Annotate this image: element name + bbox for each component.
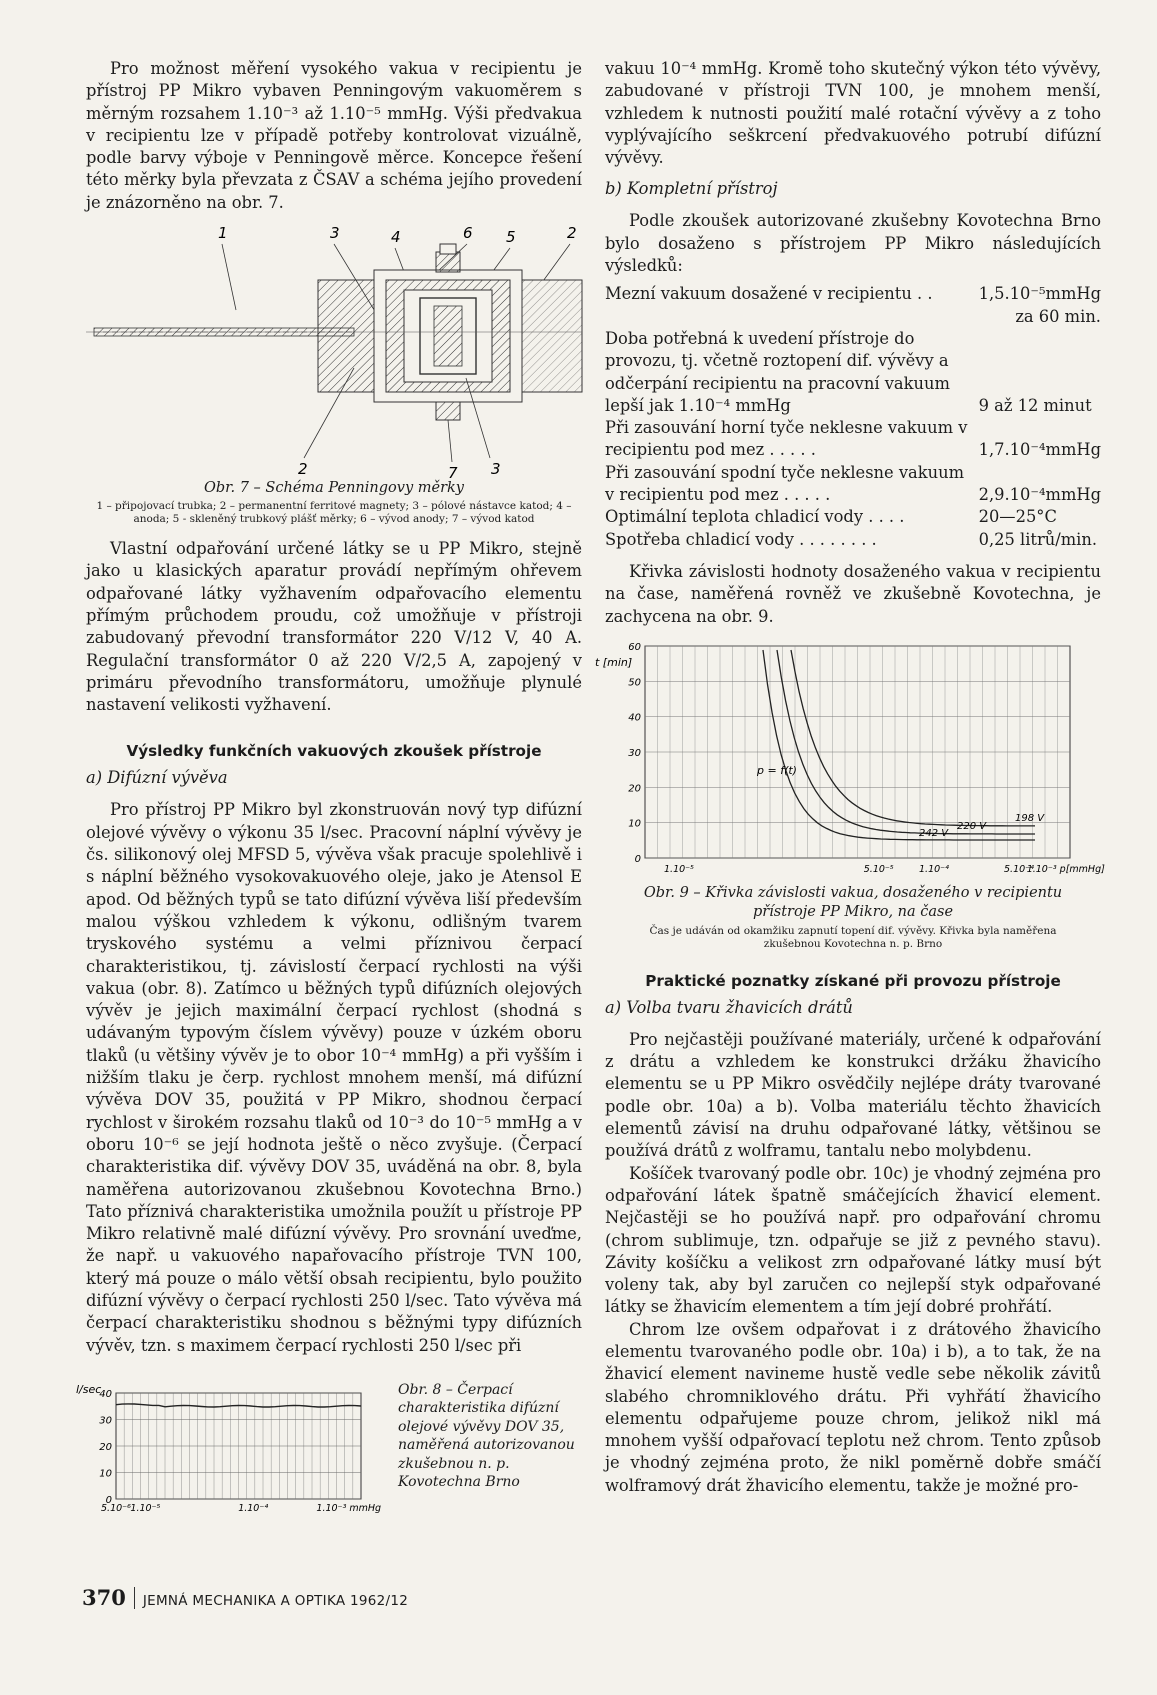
result-value: 2,9.10⁻⁴mmHg bbox=[978, 485, 1101, 505]
page-footer bbox=[82, 1585, 408, 1610]
label-3: 3 bbox=[330, 224, 340, 243]
result-row bbox=[605, 283, 1101, 328]
result-row bbox=[605, 506, 1101, 528]
result-row bbox=[605, 462, 1101, 507]
y-tick-label: 30 bbox=[628, 747, 641, 759]
paragraph: Vlastní odpařování určené látky se u PP Mikro, stejně jako u klasických aparatur provádí nepřímým ohřevem odpařované látky vyžhavením odpařovacího elementu přímým průchodem proudu, což umožňuje v přístroji zabudovaný převodní transformátor 220 V/12 V, 40 A. Regulační transformátor 0 až 220 V/2,5 A, zapojený v primáru převodního transformátoru, umožňuje plynulé nastavení velikosti vyžhavení. bbox=[86, 539, 582, 715]
x-tick-label: 5.10⁻⁵ bbox=[863, 863, 894, 875]
subsection-heading: b) Kompletní přístroj bbox=[605, 179, 778, 199]
result-value: 9 až 12 minut bbox=[978, 395, 1092, 415]
vacuum-curve bbox=[777, 650, 1035, 834]
y-tick-label: 20 bbox=[99, 1441, 112, 1453]
figure-8 bbox=[76, 1377, 582, 1527]
label-bottom-3: 3 bbox=[491, 460, 501, 479]
figure-8-caption: Obr. 8 – Čerpací charakteristika difúzní olejové vývěvy DOV 35, naměřená autorizovanou zkušebnou n. p. Kovotechna Brno bbox=[398, 1381, 575, 1491]
result-value: 1,7.10⁻⁴mmHg bbox=[978, 440, 1101, 460]
y-tick-label: 10 bbox=[628, 818, 641, 830]
x-tick-label: 5.10⁻⁶ bbox=[101, 1502, 131, 1514]
paragraph: Pro přístroj PP Mikro byl zkonstruován nový typ difúzní olejové vývěvy o výkonu 35 l/sec. Pracovní náplní vývěvy je čs. silikonový olej MFSD 5, vývěva však pracuje spolehlivě i s náplní běžného vysokovakuového oleje, jako je Atensol E apod. Od běžných typů se tato difúzní vývěva liší především malou výškou vzhledem k výkonu, odlišným tvarem tryskového systému a velmi příznivou čerpací charakteristikou, tj. závislostí čerpací rychlosti na výši vakua (obr. 8). Zatímco u běžných typů difúzních olejových vývěv je jejich maximální čerpací rychlost (shodná s udávaným typovým číslem vývěvy) pouze v úzkém oboru tlaků (u většiny vývěv je to obor 10⁻⁴ mmHg) a při vyšším i nižším tlaku je čerp. rychlost mnohem menší, má difúzní vývěva DOV 35, použitá v PP Mikro, shodnou čerpací rychlost v širokém rozsahu tlaků od 10⁻³ do 10⁻⁵ mmHg a v oboru 10⁻⁶ se její hodnota ještě o něco zvyšuje. (Čerpací charakteristika dif. vývěvy DOV 35, uváděná na obr. 8, byla naměřena autorizovanou zkušebnou Kovotechna Brno.) Tato příznivá charakteristika umožnila použít u přístroje PP Mikro relativně malé difúzní vývěvy. Pro srovnání uveďme, že např. u vakuového napařovacího přístroje TVN 100, který má pouze o málo větší obsah recipientu, bylo použito difúzní vývěvy o čerpací rychlosti 250 l/sec. Tato vývěva má čerpací charakteristiku shodnou s běžnými typy difúzních vývěv, tzn. s maximem čerpací rychlosti 250 l/sec při bbox=[86, 800, 582, 1355]
paragraph: Podle zkoušek autorizované zkušebny Kovotechna Brno bylo dosaženo s přístrojem PP Mikro následujících výsledků: bbox=[605, 211, 1101, 276]
results-table bbox=[605, 283, 1101, 551]
result-value: 0,25 litrů/min. bbox=[978, 529, 1098, 549]
paragraph: Košíček tvarovaný podle obr. 10c) je vhodný zejména pro odpařování látek špatně smáčejících žhavicí element. Nejčastěji se ho používá např. pro odpařování chromu (chrom sublimuje, tzn. odpařuje se již z pevného stavu). Závity košíčku a velikost zrn odpařované látky musí být voleny tak, aby byl zaručen co nejlepší styk odpařované látky se žhavicím elementem a tím její dobré prohřátí. bbox=[605, 1163, 1101, 1317]
y-tick-label: 50 bbox=[628, 677, 641, 689]
left-column bbox=[76, 58, 582, 1527]
figure-7-caption: Obr. 7 – Schéma Penningovy měrky bbox=[204, 480, 464, 497]
result-label: Mezní vakuum dosažené v recipientu . . bbox=[605, 284, 933, 304]
result-value: 1,5.10⁻⁵mmHg za 60 min. bbox=[978, 284, 1101, 326]
curve-function-label: p = f(t) bbox=[757, 763, 797, 777]
figure-7 bbox=[86, 214, 582, 526]
label-2: 2 bbox=[567, 224, 577, 243]
y-tick-label: 0 bbox=[105, 1494, 112, 1506]
result-label: Při zasouvání horní tyče neklesne vakuum v recipientu pod mez . . . . . bbox=[605, 418, 968, 460]
penning-gauge-diagram bbox=[86, 218, 582, 483]
x-tick-label: 5.10⁻⁴ bbox=[1004, 863, 1034, 875]
x-tick-label: 1.10⁻⁵ bbox=[130, 1502, 161, 1514]
y-axis-label: t [min] bbox=[595, 655, 633, 669]
paragraph: Chrom lze ovšem odpařovat i z drátového žhavicího elementu tvarovaného podle obr. 10a) i b), a to tak, že na žhavicí element navineme hustě vedle sebe několik závitů slabého chromniklového drátu. Při vyhřátí žhavicího elementu odpařujeme pouze chrom, jelikož nikl má mnohem vyšší odpařovací teplotu než chrom. Tento způsob je vhodný zejména proto, že nikl poměrně dobře smáčí wolframový drát žhavicího elementu, takže je možné pro- bbox=[605, 1319, 1101, 1495]
journal-name: JEMNÁ MECHANIKA A OPTIKA 1962/12 bbox=[142, 1593, 409, 1609]
y-tick-label: 60 bbox=[628, 641, 641, 653]
x-tick-label: 1.10⁻⁵ bbox=[664, 863, 694, 875]
x-tick-label: 1.10⁻³ p[mmHg] bbox=[1026, 863, 1105, 875]
result-label: Optimální teplota chladicí vody . . . . bbox=[605, 507, 905, 527]
figure-9 bbox=[595, 636, 1105, 950]
x-tick-label: 1.10⁻³ mmHg bbox=[316, 1502, 382, 1514]
pumping-characteristic-chart bbox=[76, 1377, 382, 1527]
x-tick-label: 1.10⁻⁴ bbox=[238, 1502, 269, 1514]
vacuum-curve bbox=[791, 650, 1035, 826]
label-bottom-2: 2 bbox=[298, 460, 308, 479]
result-row bbox=[605, 328, 1101, 417]
figure-9-caption: Obr. 9 – Křivka závislosti vakua, dosaženého v recipientu přístroje PP Mikro, na čase bbox=[643, 884, 1063, 920]
figure-7-legend: 1 – připojovací trubka; 2 – permanentní ferritové magnety; 3 – pólové nástavce katod; 4 – anoda; 5 - skleněný trubkový plášť měrky; 6 – vývod anody; 7 – vývod katod bbox=[96, 500, 572, 526]
label-bottom-7: 7 bbox=[448, 464, 458, 483]
y-tick-label: 0 bbox=[634, 853, 641, 865]
section-heading: Praktické poznatky získané při provozu přístroje bbox=[645, 971, 1061, 990]
result-label: Doba potřebná k uvedení přístroje do provozu, tj. včetně roztopení dif. vývěvy a odčerpání recipientu na pracovní vakuum lepší jak 1.10⁻⁴ mmHg bbox=[605, 328, 950, 415]
paragraph: Pro možnost měření vysokého vakua v recipientu je přístroj PP Mikro vybaven Penningovým vakuoměrem s měrným rozsahem 1.10⁻³ až 1.10⁻⁵ mmHg. Výši předvakua v recipientu lze v případě potřeby kontrolovat vizuálně, podle barvy výboje v Penningově měrce. Koncepce řešení této měrky byla převzata z ČSAV a schéma jejího provedení je znázorněno na obr. 7. bbox=[86, 59, 582, 212]
right-column bbox=[595, 58, 1105, 1497]
result-row bbox=[605, 417, 1101, 462]
y-tick-label: 30 bbox=[99, 1415, 112, 1427]
y-tick-label: 40 bbox=[99, 1388, 112, 1400]
curve-label-198v: 198 V bbox=[1015, 812, 1045, 824]
label-4: 4 bbox=[391, 228, 401, 247]
y-axis-label: l/sec bbox=[76, 1382, 102, 1396]
label-5: 5 bbox=[506, 228, 516, 247]
label-6: 6 bbox=[463, 224, 473, 243]
subsection-heading: a) Volba tvaru žhavicích drátů bbox=[605, 997, 853, 1017]
y-tick-label: 40 bbox=[628, 712, 641, 724]
curve-label-220v: 220 V bbox=[957, 820, 987, 832]
label-1: 1 bbox=[218, 224, 228, 243]
y-tick-label: 20 bbox=[628, 783, 641, 795]
vacuum-time-chart bbox=[595, 636, 1105, 876]
page-number: 370 bbox=[82, 1585, 126, 1610]
result-row bbox=[605, 529, 1101, 551]
result-label: Spotřeba chladicí vody . . . . . . . . bbox=[605, 529, 877, 549]
paragraph: Pro nejčastěji používané materiály, určené k odpařování z drátu a vzhledem ke konstrukci držáku žhavicího elementu se u PP Mikro osvědčily nejlépe dráty tvarované podle obr. 10a) a b). Volba materiálu těchto žhavicích elementů závisí na druhu odpařované látky, většinou se používá drátů z wolframu, tantalu nebo molybdenu. bbox=[605, 1029, 1101, 1161]
subsection-heading: a) Difúzní vývěva bbox=[86, 768, 228, 788]
curve-label-242v: 242 V bbox=[919, 827, 949, 839]
vacuum-curve bbox=[763, 650, 1035, 840]
result-label: Při zasouvání spodní tyče neklesne vakuum v recipientu pod mez . . . . . bbox=[605, 462, 965, 505]
paragraph: vakuu 10⁻⁴ mmHg. Kromě toho skutečný výkon této vývěvy, zabudované v přístroji TVN 100, je mnohem menší, vzhledem k nutnosti použití malé rotační vývěvy a z toho vyplývajícího seškrcení předvakuového potrubí difúzní vývěvy. bbox=[605, 59, 1101, 168]
paragraph: Křivka závislosti hodnoty dosaženého vakua v recipientu na čase, naměřená rovněž ve zkušebně Kovotechna, je zachycena na obr. 9. bbox=[605, 561, 1101, 626]
y-tick-label: 10 bbox=[99, 1468, 112, 1480]
section-heading: Výsledky funkčních vakuových zkoušek přístroje bbox=[126, 742, 542, 761]
figure-9-note: Čas je udáván od okamžiku zapnutí topení dif. vývěvy. Křivka byla naměřena zkušebnou Kovotechna n. p. Brno bbox=[649, 924, 1057, 950]
result-value: 20—25°C bbox=[978, 507, 1057, 527]
x-tick-label: 1.10⁻⁴ bbox=[919, 863, 949, 875]
